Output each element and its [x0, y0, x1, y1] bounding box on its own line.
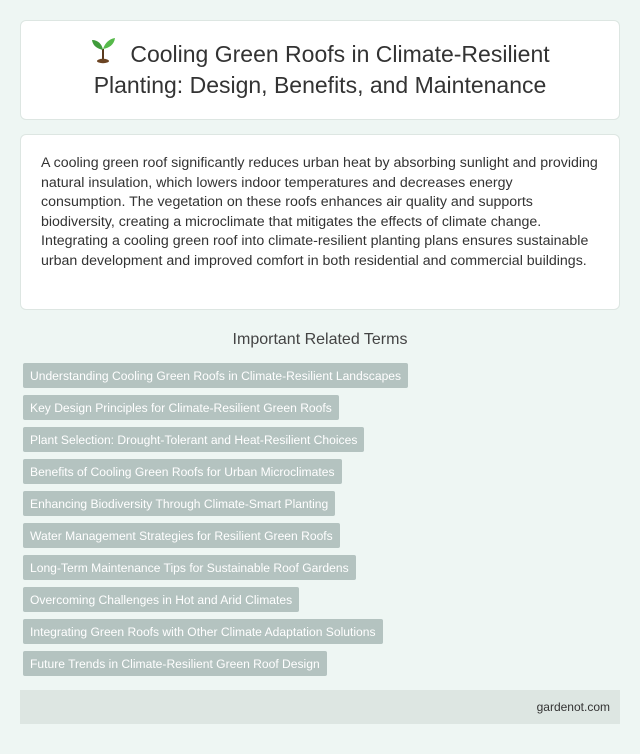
related-term-link[interactable]: Understanding Cooling Green Roofs in Climate-Resilient Landscapes [23, 363, 408, 388]
summary-card [20, 134, 620, 310]
related-term-link[interactable]: Water Management Strategies for Resilient Green Roofs [23, 523, 340, 548]
sprout-icon [90, 36, 116, 64]
summary-text: A cooling green roof significantly reduces urban heat by absorbing sunlight and providing natural insulation, which lowers indoor temperatures and decreases energy consumption. The vegetation on these roofs enhances air quality and supports biodiversity, creating a microclimate that mitigates the effects of climate change. Integrating a cooling green roof into climate-resilient planting plans ensures sustainable urban development and improved comfort in both residential and commercial buildings. [41, 155, 598, 269]
related-term-link[interactable]: Enhancing Biodiversity Through Climate-Smart Planting [23, 491, 335, 516]
related-term-link[interactable]: Benefits of Cooling Green Roofs for Urban Microclimates [23, 459, 342, 484]
related-term-link[interactable]: Plant Selection: Drought-Tolerant and Heat-Resilient Choices [23, 427, 364, 452]
footer [20, 690, 620, 724]
footer-site-name: gardenot.com [536, 700, 610, 714]
title-card [20, 20, 620, 120]
related-term-link[interactable]: Key Design Principles for Climate-Resilient Green Roofs [23, 395, 339, 420]
page-title-text: Cooling Green Roofs in Climate-Resilient Planting: Design, Benefits, and Maintenance [93, 41, 550, 98]
related-term-link[interactable]: Long-Term Maintenance Tips for Sustainable Roof Gardens [23, 555, 356, 580]
page-title [21, 39, 619, 101]
related-term-link[interactable]: Overcoming Challenges in Hot and Arid Climates [23, 587, 299, 612]
related-term-link[interactable]: Future Trends in Climate-Resilient Green Roof Design [23, 651, 327, 676]
related-terms-heading: Important Related Terms [232, 331, 408, 348]
related-terms-list [23, 363, 620, 683]
related-term-link[interactable]: Integrating Green Roofs with Other Climate Adaptation Solutions [23, 619, 383, 644]
